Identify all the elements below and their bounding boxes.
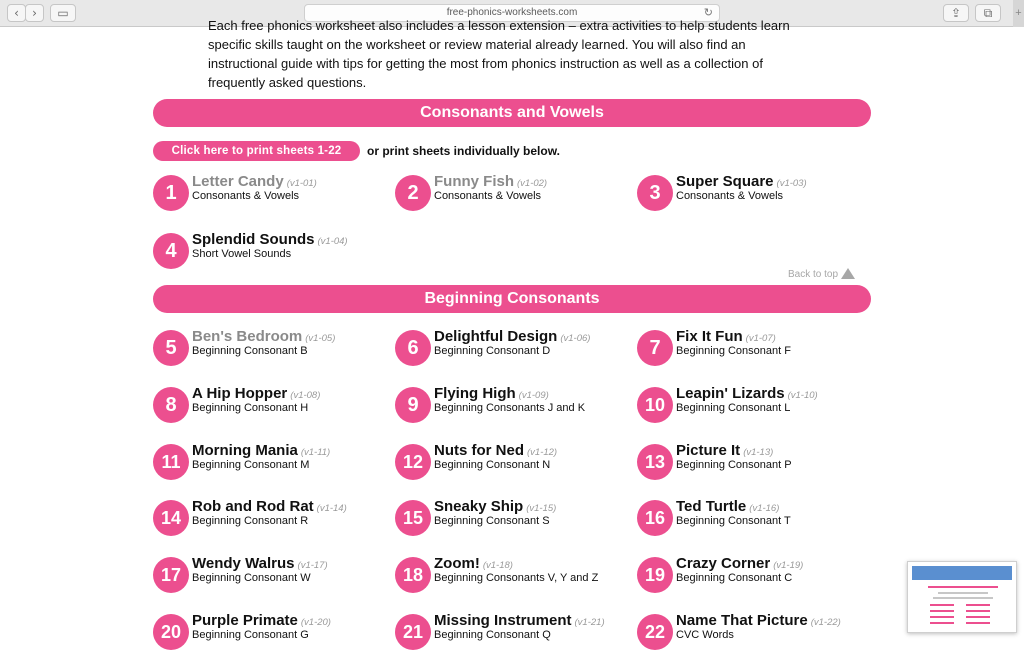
item-subtitle: Beginning Consonants J and K	[434, 402, 586, 414]
item-code: (v1-12)	[527, 447, 558, 458]
item-code: (v1-01)	[286, 178, 317, 189]
item-title-link[interactable]	[676, 328, 776, 345]
item-title: Ben's Bedroom	[192, 328, 303, 345]
chevron-left-icon: ‹	[14, 6, 19, 20]
item-title-link[interactable]	[192, 612, 331, 629]
thumbnail-line	[966, 622, 990, 624]
share-button[interactable]	[943, 4, 969, 22]
item-number-badge: 14	[153, 500, 189, 536]
worksheet-item-17[interactable]	[153, 557, 383, 595]
item-code: (v1-13)	[743, 447, 774, 458]
item-subtitle: Beginning Consonant N	[434, 459, 551, 471]
item-title: Super Square	[676, 173, 774, 190]
worksheet-item-8[interactable]	[153, 387, 383, 425]
worksheet-item-13[interactable]	[637, 444, 867, 482]
item-number-badge: 2	[395, 175, 431, 211]
item-code: (v1-17)	[297, 560, 328, 571]
item-code: (v1-03)	[776, 178, 807, 189]
item-code: (v1-05)	[305, 333, 336, 344]
thumbnail-header	[912, 566, 1012, 580]
item-subtitle: Beginning Consonant F	[676, 345, 791, 357]
worksheet-item-4[interactable]	[153, 233, 383, 271]
back-to-top-link[interactable]	[788, 268, 855, 280]
item-subtitle: CVC Words	[676, 629, 734, 641]
worksheet-item-18[interactable]	[395, 557, 625, 595]
item-number-badge: 9	[395, 387, 431, 423]
item-code: (v1-19)	[773, 560, 804, 571]
item-title: Crazy Corner	[676, 555, 771, 572]
item-title: Letter Candy	[192, 173, 284, 190]
item-title: Leapin' Lizards	[676, 385, 785, 402]
item-subtitle: Beginning Consonant H	[192, 402, 309, 414]
item-number-badge: 20	[153, 614, 189, 650]
worksheet-item-10[interactable]	[637, 387, 867, 425]
thumbnail-line	[966, 610, 990, 612]
item-subtitle: Consonants & Vowels	[676, 190, 784, 202]
item-code: (v1-11)	[300, 447, 331, 458]
item-title: Nuts for Ned	[434, 442, 524, 459]
item-code: (v1-02)	[517, 178, 548, 189]
page-content	[0, 18, 1024, 642]
thumbnail-line	[933, 597, 993, 599]
worksheet-item-15[interactable]	[395, 500, 625, 538]
thumbnail-line	[930, 610, 954, 612]
thumbnail-line	[966, 616, 990, 618]
worksheet-item-1[interactable]	[153, 175, 383, 213]
item-code: (v1-15)	[526, 503, 557, 514]
plus-icon: +	[1015, 7, 1022, 19]
item-title-link[interactable]	[676, 612, 841, 629]
item-title: Flying High	[434, 385, 516, 402]
worksheet-item-22[interactable]	[637, 614, 867, 652]
print-all-button[interactable]: Click here to print sheets 1-22	[153, 141, 360, 161]
item-number-badge: 6	[395, 330, 431, 366]
item-code: (v1-06)	[560, 333, 591, 344]
item-subtitle: Consonants & Vowels	[434, 190, 542, 202]
item-title-link[interactable]	[434, 555, 513, 572]
item-title-link[interactable]	[192, 231, 348, 248]
back-to-top-label: Back to top	[788, 269, 839, 280]
item-title-link[interactable]	[434, 328, 590, 345]
item-title: Name That Picture	[676, 612, 808, 629]
item-title: Rob and Rod Rat	[192, 498, 314, 515]
item-code: (v1-21)	[574, 617, 605, 628]
worksheet-item-7[interactable]	[637, 330, 867, 368]
worksheet-item-19[interactable]	[637, 557, 867, 595]
thumbnail-line	[938, 592, 988, 594]
item-number-badge: 16	[637, 500, 673, 536]
item-subtitle: Beginning Consonant B	[192, 345, 308, 357]
section-header-consonants-and-vowels: Consonants and Vowels	[153, 99, 871, 127]
back-button[interactable]	[7, 4, 26, 22]
item-title-link[interactable]	[676, 555, 803, 572]
item-subtitle: Beginning Consonant W	[192, 572, 311, 584]
thumbnail-line	[930, 616, 954, 618]
item-title-link[interactable]	[676, 498, 779, 515]
item-number-badge: 17	[153, 557, 189, 593]
item-title-link[interactable]	[434, 385, 549, 402]
item-number-badge: 4	[153, 233, 189, 269]
item-title-link[interactable]	[676, 442, 773, 459]
item-title: Fix It Fun	[676, 328, 743, 345]
chevron-right-icon: ›	[32, 6, 37, 20]
item-title: Morning Mania	[192, 442, 298, 459]
reload-icon[interactable]: ↻	[703, 7, 713, 19]
share-icon: ⇪	[950, 6, 962, 20]
item-title: Sneaky Ship	[434, 498, 524, 515]
thumbnail-line	[930, 604, 954, 606]
item-title: Wendy Walrus	[192, 555, 295, 572]
thumbnail-line	[930, 622, 954, 624]
worksheet-item-21[interactable]	[395, 614, 625, 652]
thumbnail-line	[928, 586, 998, 588]
item-number-badge: 1	[153, 175, 189, 211]
worksheet-item-6[interactable]	[395, 330, 625, 368]
item-title-link[interactable]	[192, 442, 330, 459]
item-code: (v1-07)	[745, 333, 776, 344]
item-number-badge: 15	[395, 500, 431, 536]
worksheet-item-14[interactable]	[153, 500, 383, 538]
item-code: (v1-10)	[787, 390, 818, 401]
worksheet-item-9[interactable]	[395, 387, 625, 425]
preview-thumbnail[interactable]	[907, 561, 1017, 633]
item-number-badge: 3	[637, 175, 673, 211]
item-number-badge: 12	[395, 444, 431, 480]
item-title: A Hip Hopper	[192, 385, 288, 402]
sidebar-button[interactable]	[50, 4, 76, 22]
item-number-badge: 18	[395, 557, 431, 593]
item-number-badge: 7	[637, 330, 673, 366]
item-title: Purple Primate	[192, 612, 298, 629]
item-subtitle: Consonants & Vowels	[192, 190, 300, 202]
item-number-badge: 13	[637, 444, 673, 480]
item-title-link[interactable]	[192, 328, 335, 345]
item-title: Missing Instrument	[434, 612, 572, 629]
sidebar-icon: ▭	[57, 6, 69, 20]
item-code: (v1-22)	[810, 617, 841, 628]
item-title: Splendid Sounds	[192, 231, 315, 248]
item-number-badge: 11	[153, 444, 189, 480]
item-number-badge: 19	[637, 557, 673, 593]
item-subtitle: Beginning Consonant M	[192, 459, 310, 471]
item-title-link[interactable]	[434, 612, 605, 629]
worksheet-item-11[interactable]	[153, 444, 383, 482]
intro-paragraph: Each free phonics worksheet also includes a lesson extension – extra activities to help students learn specific skills taught on the worksheet or review material already learned. You will also find an instructional guide with tips for getting the most from phonics instruction as well as a collection of frequently asked questions.	[208, 18, 790, 90]
item-title-link[interactable]	[676, 173, 807, 190]
item-code: (v1-20)	[300, 617, 331, 628]
worksheet-item-5[interactable]	[153, 330, 383, 368]
item-number-badge: 22	[637, 614, 673, 650]
triangle-up-icon	[841, 268, 855, 279]
item-title-link[interactable]	[192, 173, 317, 190]
item-code: (v1-09)	[518, 390, 549, 401]
item-subtitle: Short Vowel Sounds	[192, 248, 292, 260]
forward-button[interactable]	[25, 4, 44, 22]
print-note: or print sheets individually below.	[367, 144, 560, 158]
item-subtitle: Beginning Consonant P	[676, 459, 792, 471]
tabs-button[interactable]	[975, 4, 1001, 22]
item-title-link[interactable]	[434, 442, 557, 459]
worksheet-item-16[interactable]	[637, 500, 867, 538]
item-subtitle: Beginning Consonant G	[192, 629, 309, 641]
item-subtitle: Beginning Consonant C	[676, 572, 793, 584]
item-subtitle: Beginning Consonant D	[434, 345, 551, 357]
item-code: (v1-18)	[482, 560, 513, 571]
item-number-badge: 5	[153, 330, 189, 366]
item-title: Zoom!	[434, 555, 480, 572]
thumbnail-line	[966, 604, 990, 606]
item-title-link[interactable]	[192, 385, 320, 402]
item-subtitle: Beginning Consonant L	[676, 402, 791, 414]
item-title-link[interactable]	[676, 385, 818, 402]
tabs-icon: ⧉	[983, 6, 993, 20]
item-code: (v1-16)	[749, 503, 780, 514]
item-title-link[interactable]	[192, 498, 347, 515]
item-code: (v1-04)	[317, 236, 348, 247]
item-subtitle: Beginning Consonant R	[192, 515, 309, 527]
item-subtitle: Beginning Consonant Q	[434, 629, 551, 641]
section-header-beginning-consonants: Beginning Consonants	[153, 285, 871, 313]
worksheet-item-12[interactable]	[395, 444, 625, 482]
item-title: Funny Fish	[434, 173, 514, 190]
worksheet-item-2[interactable]	[395, 175, 625, 213]
item-title-link[interactable]	[192, 555, 328, 572]
item-code: (v1-14)	[316, 503, 347, 514]
item-number-badge: 21	[395, 614, 431, 650]
item-title-link[interactable]	[434, 498, 556, 515]
item-title-link[interactable]	[434, 173, 547, 190]
url-text: free-phonics-worksheets.com	[446, 7, 578, 18]
item-title: Ted Turtle	[676, 498, 747, 515]
item-code: (v1-08)	[290, 390, 321, 401]
item-subtitle: Beginning Consonant T	[676, 515, 791, 527]
worksheet-item-20[interactable]	[153, 614, 383, 652]
item-title: Delightful Design	[434, 328, 558, 345]
item-subtitle: Beginning Consonants V, Y and Z	[434, 572, 599, 584]
item-title: Picture It	[676, 442, 741, 459]
item-number-badge: 8	[153, 387, 189, 423]
item-subtitle: Beginning Consonant S	[434, 515, 550, 527]
worksheet-item-3[interactable]	[637, 175, 867, 213]
item-number-badge: 10	[637, 387, 673, 423]
new-tab-button[interactable]	[1013, 0, 1024, 27]
